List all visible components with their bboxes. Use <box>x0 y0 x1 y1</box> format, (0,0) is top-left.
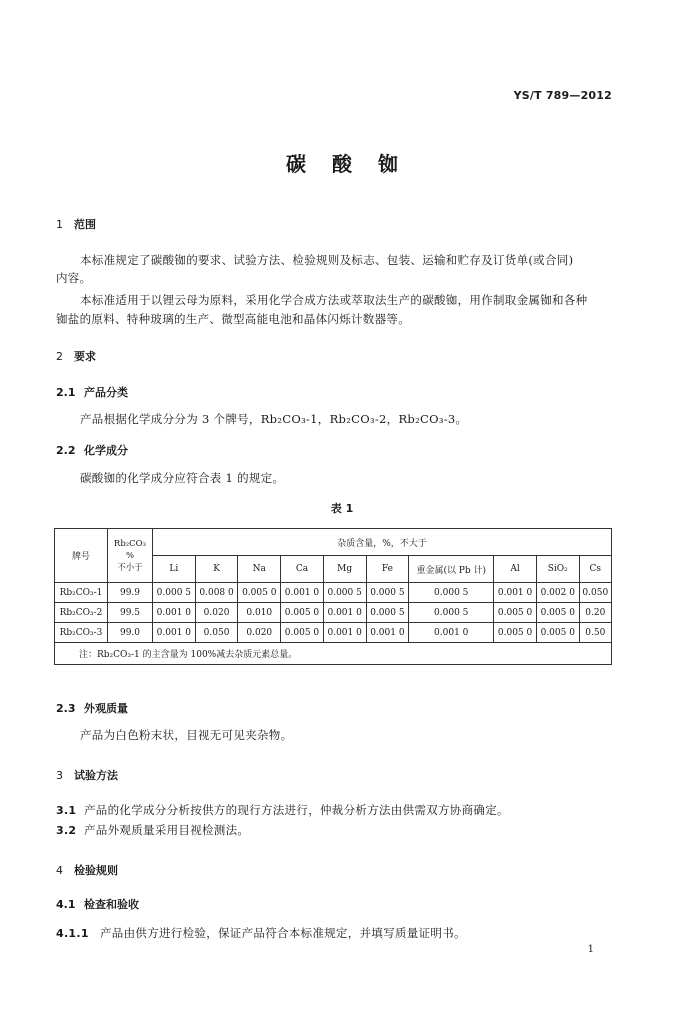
section-title: 范围 <box>74 218 96 231</box>
column-header: K <box>195 556 238 583</box>
section-1-heading <box>56 216 96 232</box>
clause-text: 产品的化学成分分析按供方的现行方法进行，仲裁分析方法由供需双方协商确定。 <box>84 803 509 817</box>
section-number: 2.2 <box>56 444 76 457</box>
cell-value: 0.020 <box>238 623 281 643</box>
table-note: 注：Rb₂CO₃-1 的主含量为 100%减去杂质元素总量。 <box>55 643 612 665</box>
clause-number: 3.2 <box>56 824 77 837</box>
cell-value: 0.005 0 <box>494 623 537 643</box>
column-header: Cs <box>579 556 611 583</box>
section-title: 检验规则 <box>74 864 118 877</box>
cell-value: 0.005 0 <box>494 603 537 623</box>
column-header: Ca <box>281 556 324 583</box>
cell-value: 0.001 0 <box>366 623 409 643</box>
column-header: Al <box>494 556 537 583</box>
cell-value: 0.000 5 <box>409 603 494 623</box>
section-title: 要求 <box>74 350 96 363</box>
column-header: Na <box>238 556 281 583</box>
clause-4-1-1 <box>56 923 466 944</box>
clause-number: 4.1.1 <box>56 927 89 940</box>
cell-value: 0.000 5 <box>366 603 409 623</box>
cell-main: 99.0 <box>108 623 153 643</box>
cell-value: 0.001 0 <box>494 583 537 603</box>
section-title: 外观质量 <box>84 702 128 715</box>
cell-value: 0.005 0 <box>536 623 579 643</box>
column-header: SiO₂ <box>536 556 579 583</box>
paragraph: 本标准规定了碳酸铷的要求、试验方法、检验规则及标志、包装、运输和贮存及订货单(或合同) <box>80 253 574 267</box>
paragraph: 产品根据化学成分分为 3 个牌号，Rb₂CO₃-1，Rb₂CO₃-2，Rb₂CO₃-3。 <box>80 412 468 426</box>
column-header: Fe <box>366 556 409 583</box>
section-title: 检查和验收 <box>84 898 139 911</box>
table-row <box>55 623 612 643</box>
cell-main: 99.9 <box>108 583 153 603</box>
cell-value: 0.005 0 <box>536 603 579 623</box>
cell-value: 0.005 0 <box>281 603 324 623</box>
clause-3-2 <box>56 820 249 841</box>
chemical-composition-table <box>54 528 612 665</box>
header-impurity: 杂质含量，%，不大于 <box>153 529 612 556</box>
cell-grade: Rb₂CO₃-3 <box>55 623 108 643</box>
header-main-min: 不小于 <box>117 562 143 573</box>
section-2-2-heading <box>56 442 128 458</box>
cell-value: 0.010 <box>238 603 281 623</box>
cell-value: 0.008 0 <box>195 583 238 603</box>
paragraph: 铷盐的原料、特种玻璃的生产、微型高能电池和晶体闪烁计数器等。 <box>56 312 410 326</box>
paragraph: 产品为白色粉末状，目视无可见夹杂物。 <box>80 728 293 742</box>
section-number: 4 <box>56 864 63 877</box>
cell-value: 0.001 0 <box>323 603 366 623</box>
paragraph: 碳酸铷的化学成分应符合表 1 的规定。 <box>80 471 285 485</box>
cell-value: 0.002 0 <box>536 583 579 603</box>
clause-text: 产品由供方进行检验，保证产品符合本标准规定，并填写质量证明书。 <box>100 926 466 940</box>
cell-grade: Rb₂CO₃-1 <box>55 583 108 603</box>
section-title: 产品分类 <box>84 386 128 399</box>
document-title: 碳酸铷 <box>286 152 424 176</box>
section-number: 1 <box>56 218 63 231</box>
paragraph: 内容。 <box>56 271 92 285</box>
table-row <box>55 603 612 623</box>
cell-value: 0.000 5 <box>323 583 366 603</box>
cell-value: 0.005 0 <box>238 583 281 603</box>
cell-value: 0.001 0 <box>323 623 366 643</box>
cell-value: 0.20 <box>579 603 611 623</box>
cell-value: 0.050 <box>195 623 238 643</box>
section-title: 化学成分 <box>84 444 128 457</box>
section-number: 3 <box>56 769 63 782</box>
section-number: 2 <box>56 350 63 363</box>
column-header: Li <box>153 556 196 583</box>
cell-value: 0.000 5 <box>409 583 494 603</box>
clause-text: 产品外观质量采用目视检测法。 <box>84 823 250 837</box>
cell-value: 0.005 0 <box>281 623 324 643</box>
section-title: 试验方法 <box>74 769 118 782</box>
cell-value: 0.001 0 <box>281 583 324 603</box>
header-grade: 牌号 <box>55 529 108 583</box>
cell-value: 0.000 5 <box>153 583 196 603</box>
cell-main: 99.5 <box>108 603 153 623</box>
column-header: Mg <box>323 556 366 583</box>
cell-value: 0.050 <box>579 583 611 603</box>
cell-value: 0.001 0 <box>409 623 494 643</box>
header-main-unit: % <box>125 550 135 561</box>
header-main-content <box>108 529 153 583</box>
section-number: 2.1 <box>56 386 76 399</box>
section-3-heading <box>56 767 118 783</box>
cell-value: 0.001 0 <box>153 603 196 623</box>
section-2-3-heading <box>56 700 128 716</box>
cell-grade: Rb₂CO₃-2 <box>55 603 108 623</box>
section-number: 2.3 <box>56 702 76 715</box>
cell-value: 0.001 0 <box>153 623 196 643</box>
standard-number: YS/T 789—2012 <box>513 89 612 102</box>
section-2-heading <box>56 348 96 364</box>
cell-value: 0.020 <box>195 603 238 623</box>
clause-number: 3.1 <box>56 804 77 817</box>
section-number: 4.1 <box>56 898 76 911</box>
cell-value: 0.50 <box>579 623 611 643</box>
column-header: 重金属(以 Pb 计) <box>409 556 494 583</box>
table-caption: 表 1 <box>330 502 354 515</box>
header-main-formula: Rb₂CO₃ <box>113 538 147 549</box>
cell-value: 0.000 5 <box>366 583 409 603</box>
section-2-1-heading <box>56 384 128 400</box>
paragraph: 本标准适用于以锂云母为原料，采用化学合成方法或萃取法生产的碳酸铷，用作制取金属铷和各种 <box>80 293 588 307</box>
clause-3-1 <box>56 800 509 821</box>
table-row <box>55 583 612 603</box>
section-4-1-heading <box>56 896 139 912</box>
page-number: 1 <box>587 944 594 955</box>
section-4-heading <box>56 862 118 878</box>
